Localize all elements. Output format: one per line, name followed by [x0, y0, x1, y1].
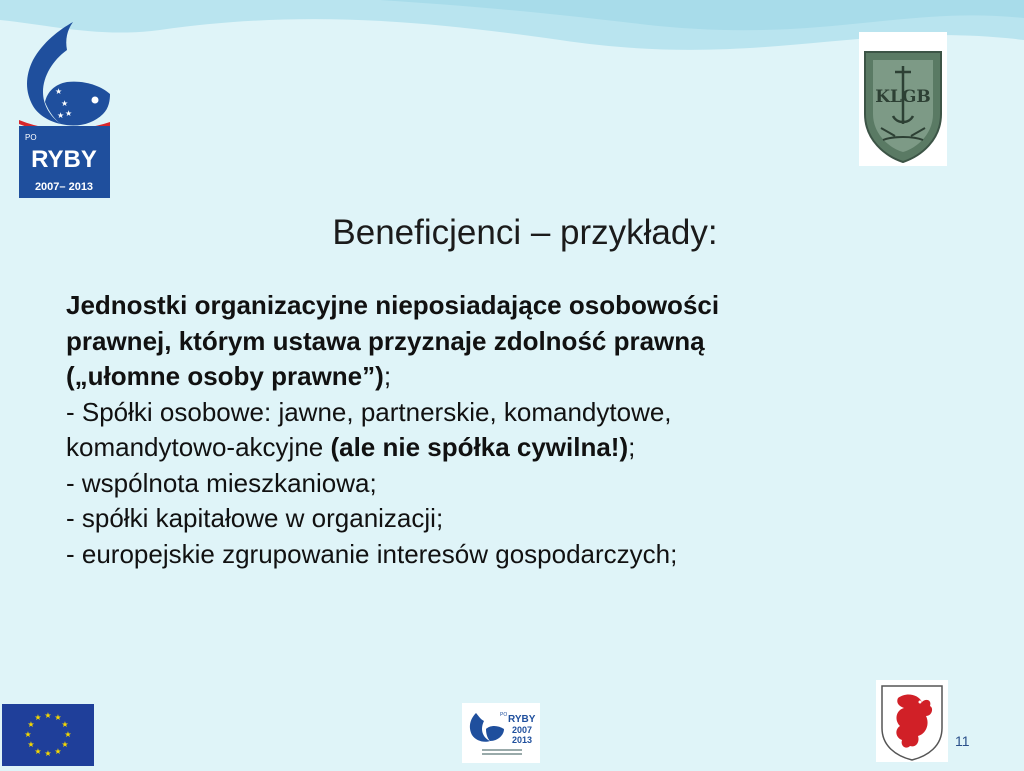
eu-flag-logo	[2, 704, 94, 766]
ryby-small-year-2: 2013	[512, 735, 533, 745]
item-1-line-2	[66, 430, 966, 466]
intro-line-1	[66, 288, 966, 324]
item-4: - europejskie zgrupowanie interesów gospodarczych;	[66, 538, 678, 569]
svg-text:★: ★	[57, 111, 65, 120]
ryby-logo	[19, 20, 110, 198]
svg-text:★: ★	[27, 720, 35, 729]
ryby-name: RYBY	[31, 146, 97, 173]
intro-bold-2: prawnej, którym ustawa przyznaje zdolność prawną	[66, 325, 705, 356]
svg-text:★: ★	[34, 747, 42, 756]
item-1-line-1: - Spółki osobowe: jawne, partnerskie, komandytowe,	[66, 396, 672, 427]
intro-line-3	[66, 359, 966, 395]
svg-text:★: ★	[64, 730, 72, 739]
coat-of-arms-logo	[876, 680, 948, 762]
intro-line-2	[66, 324, 966, 360]
svg-text:★: ★	[54, 747, 62, 756]
ryby-years: 2007– 2013	[34, 181, 94, 193]
svg-text:★: ★	[27, 740, 35, 749]
intro-suffix: ;	[383, 361, 392, 391]
svg-text:★: ★	[44, 749, 52, 758]
item-3: - spółki kapitałowe w organizacji;	[66, 503, 444, 533]
svg-text:★: ★	[65, 109, 73, 118]
svg-text:★: ★	[54, 713, 62, 722]
intro-bold-3: („ułomne osoby prawne”)	[66, 361, 384, 391]
slide-title: Beneficjenci – przykłady:	[332, 213, 718, 252]
ryby-small-name: RYBY	[508, 714, 536, 725]
ryby-prefix: PO	[25, 133, 37, 142]
svg-text:★: ★	[34, 713, 42, 722]
item-1-end: ;	[628, 432, 636, 462]
kgb-badge	[859, 32, 947, 166]
ryby-small-year-1: 2007	[512, 725, 533, 735]
item-1-start: komandytowo-akcyjne	[66, 432, 331, 462]
item-2: - wspólnota mieszkaniowa;	[66, 467, 377, 498]
svg-text:★: ★	[44, 711, 52, 720]
kgb-letters: KLGB	[875, 87, 931, 107]
slide-content	[66, 288, 966, 572]
svg-text:★: ★	[61, 99, 69, 108]
page-number: 11	[955, 733, 970, 749]
ryby-small-prefix: PO	[500, 712, 508, 718]
item-1-bold: (ale nie spółka cywilna!)	[330, 432, 629, 462]
svg-text:★: ★	[24, 730, 32, 739]
svg-text:★: ★	[61, 740, 69, 749]
ryby-small-logo	[462, 703, 540, 763]
svg-text:★: ★	[61, 720, 69, 729]
svg-text:★: ★	[55, 87, 63, 96]
intro-bold-1: Jednostki organizacyjne nieposiadające osobowości	[66, 290, 720, 320]
